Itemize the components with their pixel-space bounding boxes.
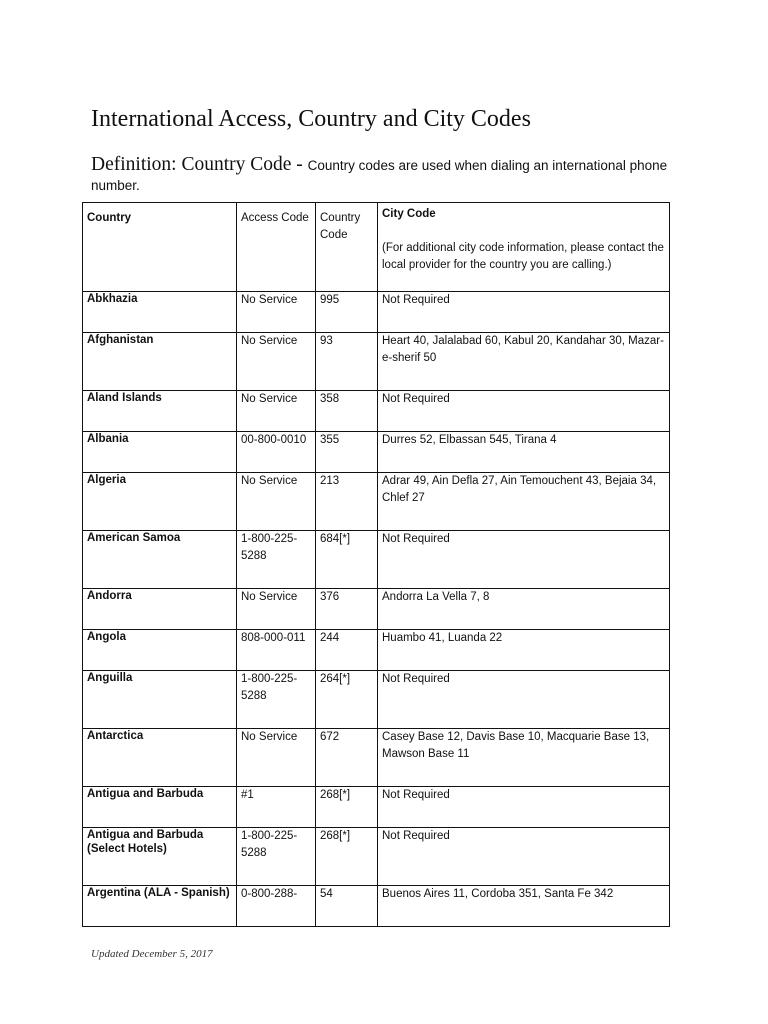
- table-row: [83, 292, 670, 333]
- cell-access-code: No Service: [237, 589, 316, 630]
- cell-country: Antigua and Barbuda (Select Hotels): [83, 828, 237, 886]
- header-city-code: [378, 203, 670, 292]
- cell-country-code: 376: [316, 589, 378, 630]
- footer-updated-date: Updated December 5, 2017: [91, 948, 213, 960]
- cell-access-code: #1: [237, 787, 316, 828]
- cell-country: American Samoa: [83, 531, 237, 589]
- cell-access-code: 808-000-011: [237, 630, 316, 671]
- cell-city-code: Durres 52, Elbassan 545, Tirana 4: [378, 432, 670, 473]
- table-row: [83, 333, 670, 391]
- table-header-row: [83, 203, 670, 292]
- cell-country: Anguilla: [83, 671, 237, 729]
- table-row: [83, 630, 670, 671]
- cell-city-code: Adrar 49, Ain Defla 27, Ain Temouchent 43, Bejaia 34, Chlef 27: [378, 473, 670, 531]
- cell-country: Algeria: [83, 473, 237, 531]
- table-row: [83, 787, 670, 828]
- cell-country-code: 268[*]: [316, 787, 378, 828]
- table-row: [83, 589, 670, 630]
- cell-country: Afghanistan: [83, 333, 237, 391]
- table-row: [83, 886, 670, 927]
- country-codes-table: [82, 202, 670, 927]
- cell-city-code: Andorra La Vella 7, 8: [378, 589, 670, 630]
- cell-country-code: 264[*]: [316, 671, 378, 729]
- cell-country: Abkhazia: [83, 292, 237, 333]
- cell-country: Andorra: [83, 589, 237, 630]
- header-city-code-note: (For additional city code information, please contact the local provider for the country you are calling.): [382, 242, 664, 271]
- cell-city-code: Not Required: [378, 787, 670, 828]
- header-country: Country: [83, 203, 237, 292]
- table-row: [83, 828, 670, 886]
- cell-country: Aland Islands: [83, 391, 237, 432]
- cell-access-code: No Service: [237, 473, 316, 531]
- cell-country-code: 268[*]: [316, 828, 378, 886]
- cell-access-code: 1-800-225-5288: [237, 671, 316, 729]
- cell-access-code: No Service: [237, 333, 316, 391]
- cell-city-code: Casey Base 12, Davis Base 10, Macquarie Base 13, Mawson Base 11: [378, 729, 670, 787]
- definition-text: Country codes are used when dialing an international phone number.: [91, 158, 668, 193]
- cell-access-code: No Service: [237, 292, 316, 333]
- cell-country-code: 358: [316, 391, 378, 432]
- cell-country: Albania: [83, 432, 237, 473]
- definition: [91, 155, 681, 196]
- cell-country: Argentina (ALA - Spanish): [83, 886, 237, 927]
- table-row: [83, 432, 670, 473]
- header-city-code-label: City Code: [382, 208, 436, 220]
- cell-country-code: 684[*]: [316, 531, 378, 589]
- table-row: [83, 671, 670, 729]
- page-title: International Access, Country and City Codes: [91, 106, 531, 132]
- cell-city-code: Not Required: [378, 671, 670, 729]
- cell-country-code: 355: [316, 432, 378, 473]
- header-country-code: Country Code: [316, 203, 378, 292]
- cell-access-code: No Service: [237, 391, 316, 432]
- cell-access-code: No Service: [237, 729, 316, 787]
- cell-access-code: 1-800-225-5288: [237, 531, 316, 589]
- cell-city-code: Not Required: [378, 292, 670, 333]
- cell-city-code: Not Required: [378, 531, 670, 589]
- cell-access-code: 00-800-0010: [237, 432, 316, 473]
- table-body: [83, 292, 670, 927]
- cell-access-code: 1-800-225-5288: [237, 828, 316, 886]
- cell-city-code: Heart 40, Jalalabad 60, Kabul 20, Kandahar 30, Mazar-e-sherif 50: [378, 333, 670, 391]
- cell-country-code: 93: [316, 333, 378, 391]
- cell-access-code: 0-800-288-: [237, 886, 316, 927]
- cell-country: Antigua and Barbuda: [83, 787, 237, 828]
- cell-city-code: Not Required: [378, 828, 670, 886]
- cell-city-code: Not Required: [378, 391, 670, 432]
- cell-country: Angola: [83, 630, 237, 671]
- cell-country-code: 213: [316, 473, 378, 531]
- cell-country-code: 244: [316, 630, 378, 671]
- definition-term: Definition: Country Code -: [91, 154, 308, 175]
- cell-city-code: Buenos Aires 11, Cordoba 351, Santa Fe 342: [378, 886, 670, 927]
- header-access-code: Access Code: [237, 203, 316, 292]
- cell-country-code: 672: [316, 729, 378, 787]
- table-row: [83, 729, 670, 787]
- cell-country-code: 54: [316, 886, 378, 927]
- cell-country-code: 995: [316, 292, 378, 333]
- table-row: [83, 473, 670, 531]
- table-row: [83, 531, 670, 589]
- table-row: [83, 391, 670, 432]
- cell-city-code: Huambo 41, Luanda 22: [378, 630, 670, 671]
- cell-country: Antarctica: [83, 729, 237, 787]
